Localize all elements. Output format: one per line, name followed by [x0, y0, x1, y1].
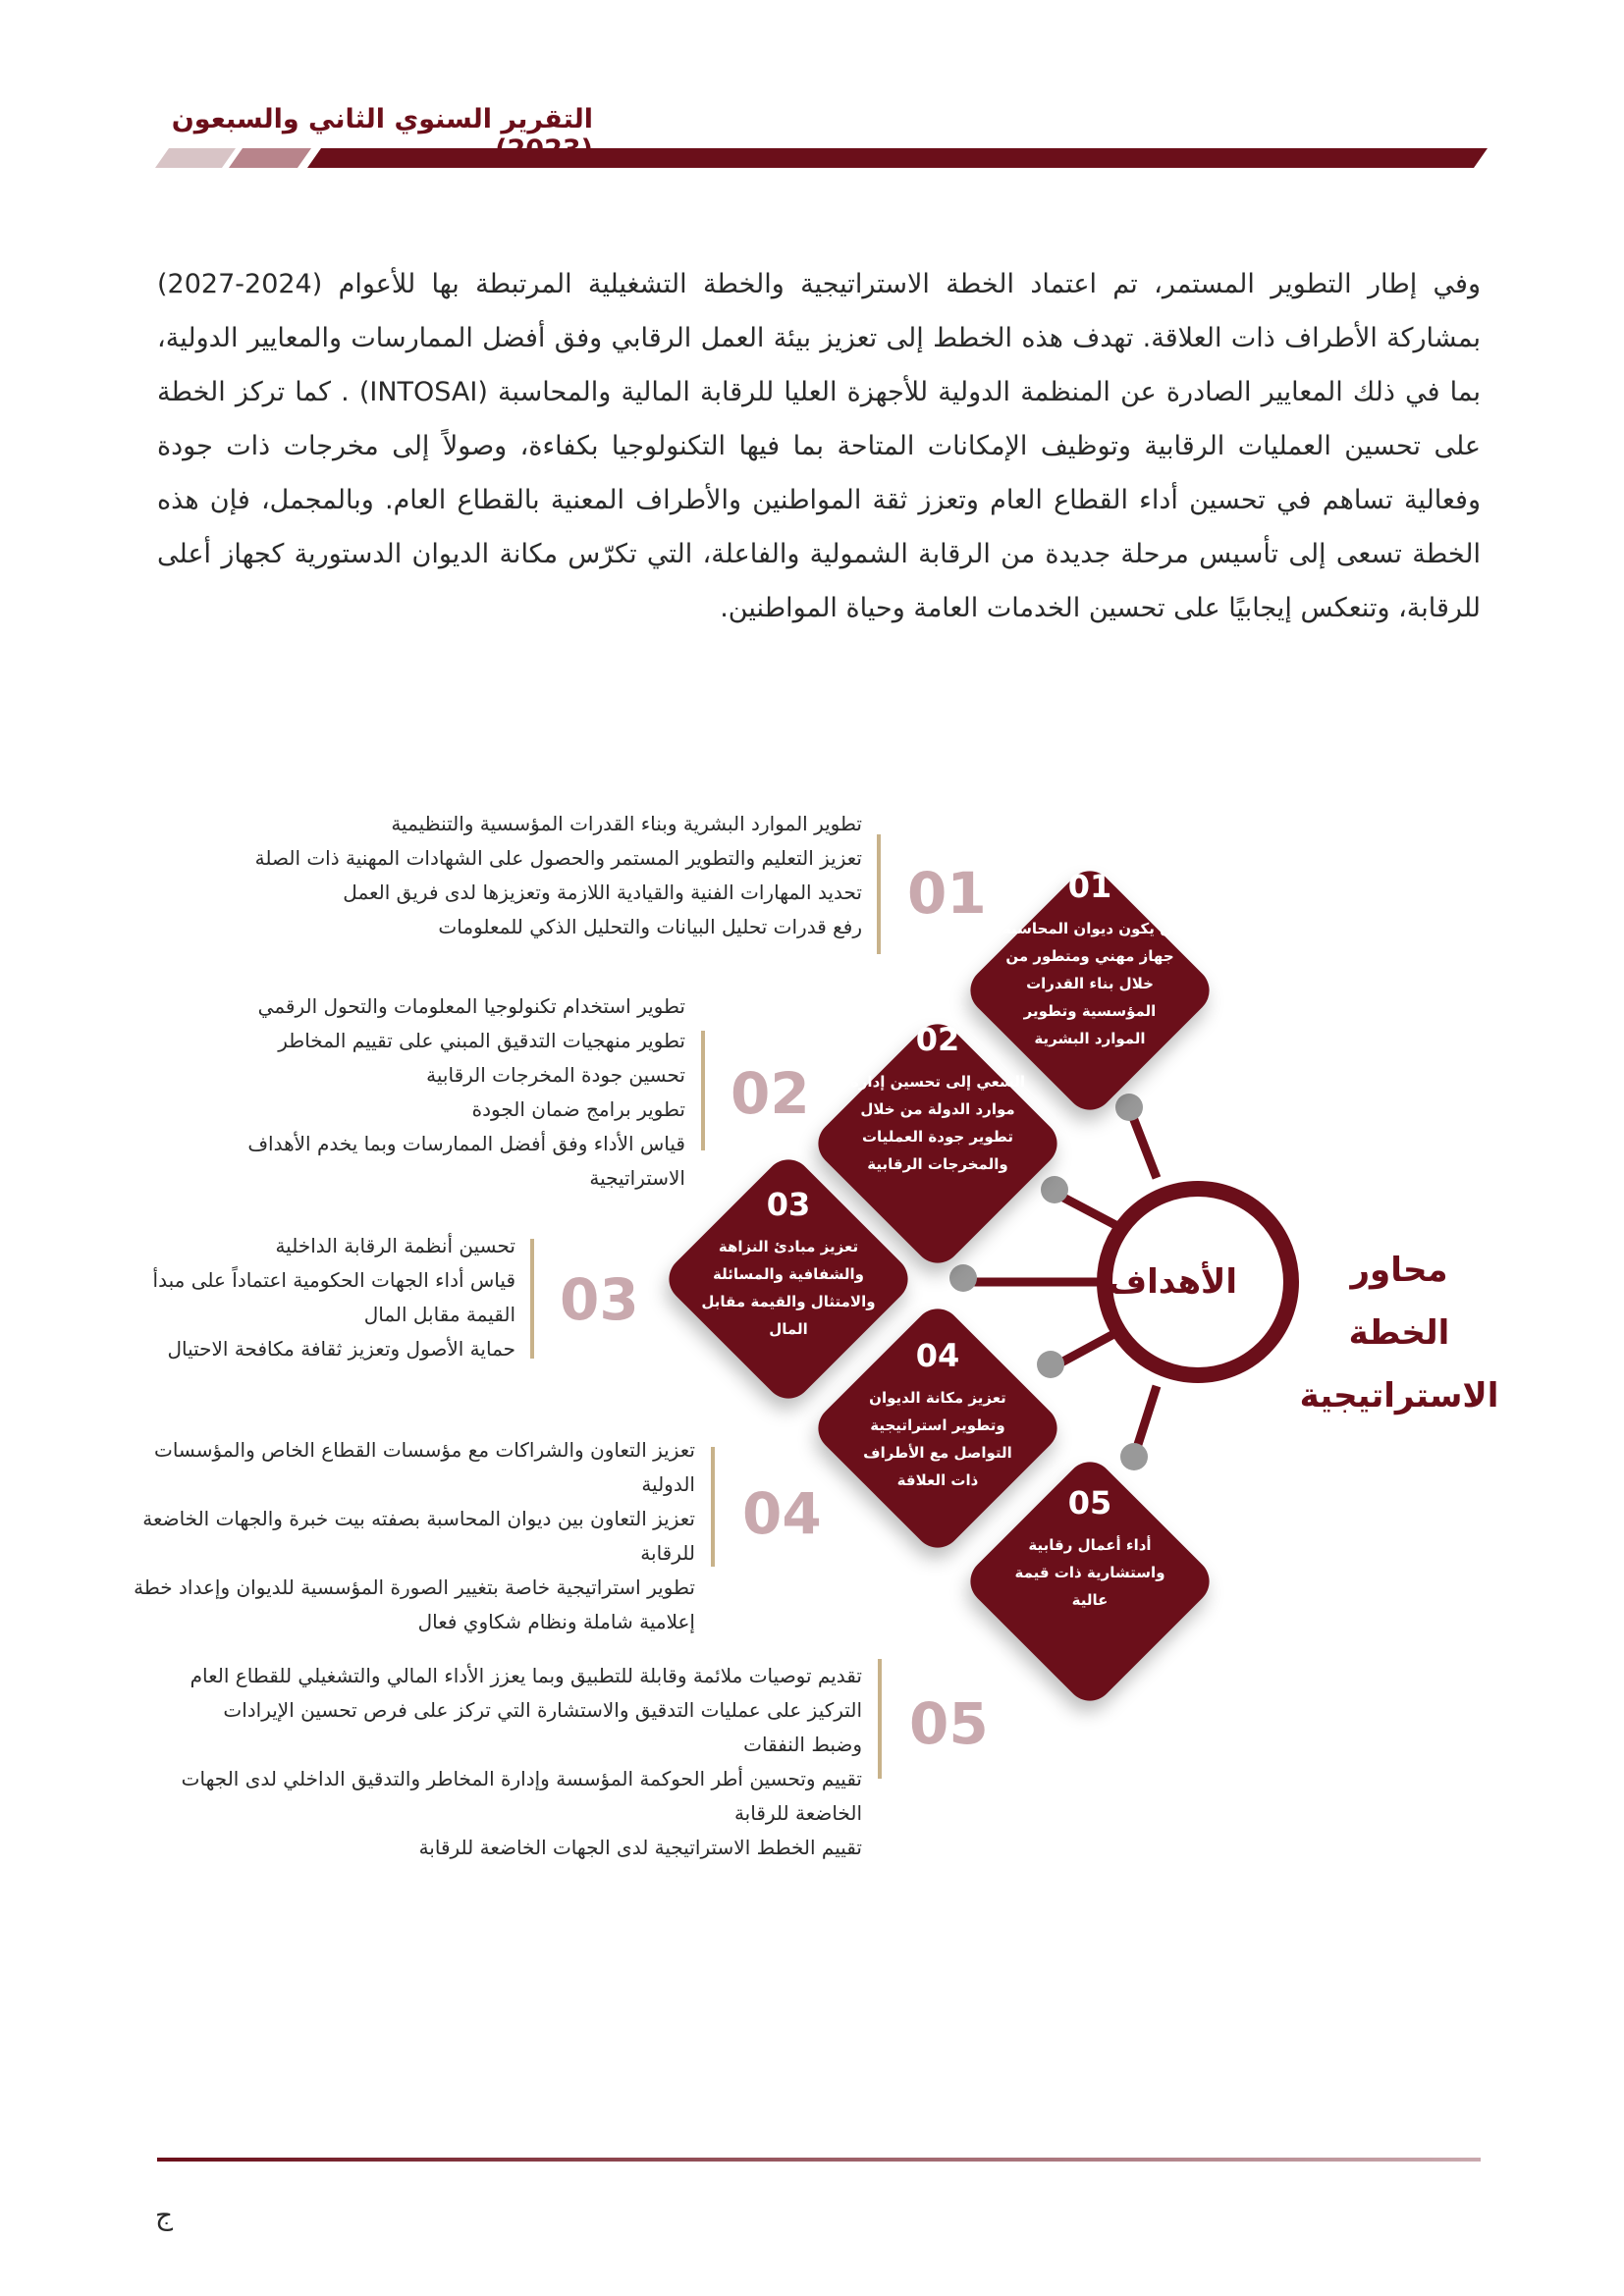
diamond-01-text: أن يكون ديوان المحاسبة جهاز مهني ومتطور من خلال بناء القدرات المؤسسية وتطوير الموارد البشرية [1001, 920, 1178, 1047]
axis-05-item: تقديم توصيات ملائمة وقابلة للتطبيق وبما يعزز الأداء المالي والتشغيلي للقطاع العام [189, 1664, 862, 1687]
diamond-03-content [680, 1186, 896, 1343]
footer-rule [157, 2158, 1481, 2162]
connector-dot-03 [949, 1264, 977, 1292]
axis-01-item: تعزيز التعليم والتطوير المستمر والحصول على الشهادات المهنية ذات الصلة [254, 846, 862, 870]
diamond-02-number: 02 [915, 1021, 960, 1058]
axis-04-items [128, 1433, 695, 1639]
intro-paragraph: وفي إطار التطوير المستمر، تم اعتماد الخطة الاستراتيجية والخطة التشغيلية المرتبطة بها للأعوام (2024-2027) بمشاركة الأطراف ذات العلاقة. تهدف هذه الخطط إلى تعزيز بيئة العمل الرقابي وفق أفضل الممارسات والمعايير الدولية، بما في ذلك المعايير الصادرة عن المنظمة الدولية للأجهزة العليا للرقابة المالية والمحاسبة (INTOSAI) . كما تركز الخطة على تحسين العمليات الرقابية وتوظيف الإمكانات المتاحة بما فيها التكنولوجيا بكفاءة، وصولاً إلى مخرجات ذات جودة وفعالية تساهم في تحسين أداء القطاع العام وتعزز ثقة المواطنين والأطراف المعنية بالقطاع العام. وبالمجمل، فإن هذه الخطة تسعى إلى تأسيس مرحلة جديدة من الرقابة الشمولية والفاعلة، التي تكرّس مكانة الديوان الدستورية كجهاز أعلى للرقابة، وتنعكس إيجابيًا على تحسين الخدمات العامة وحياة المواطنين. [157, 269, 1481, 623]
axis-02-item: تطوير منهجيات التدقيق المبني على تقييم المخاطر [278, 1029, 685, 1052]
connector-dot-02 [1041, 1176, 1068, 1203]
axis-04-item: تعزيز التعاون والشراكات مع مؤسسات القطاع الخاص والمؤسسات الدولية [154, 1438, 695, 1496]
diamond-05-text: أداء أعمال رقابية واستشارية ذات قيمة عالية [1014, 1536, 1165, 1609]
axis-05-item: تقييم وتحسين أطر الحوكمة المؤسسة وإدارة المخاطر والتدقيق الداخلي لدى الجهات الخاضعة للرقابة [181, 1767, 862, 1825]
axis-03-big-number: 03 [560, 1266, 639, 1333]
axis-01-big-number: 01 [907, 860, 987, 927]
axis-05-item: التركيز على عمليات التدقيق والاستشارة التي تركز على فرص تحسين الإيرادات وضبط النفقات [223, 1698, 862, 1756]
axis-01-item: تحديد المهارات الفنية والقيادية اللازمة وتعزيزها لدى فريق العمل [343, 881, 862, 904]
axis-03-item: قياس أداء الجهات الحكومية اعتماداً على مبدأ القيمة مقابل المال [152, 1268, 515, 1326]
diagram-title: محاور الخطة الاستراتيجية [1299, 1251, 1499, 1415]
diamond-02-content [830, 1021, 1046, 1178]
axis-04-rule [711, 1447, 715, 1567]
axis-01-rule [877, 834, 881, 954]
axis-05-rule [878, 1659, 882, 1779]
diamond-03-number: 03 [766, 1186, 811, 1223]
axis-02-item: تحسين جودة المخرجات الرقابية [426, 1063, 685, 1087]
axis-02-items [177, 989, 685, 1196]
diamond-02-text: السعي إلى تحسين إدارة موارد الدولة من خلال تطوير جودة العمليات والمخرجات الرقابية [849, 1073, 1026, 1173]
axis-05-big-number: 05 [909, 1690, 989, 1757]
axis-01-item: تطوير الموارد البشرية وبناء القدرات المؤسسية والتنظيمية [391, 812, 862, 835]
axis-04-big-number: 04 [742, 1480, 822, 1547]
diamond-04-number: 04 [915, 1337, 960, 1374]
axis-03-item: حماية الأصول وتعزيز ثقافة مكافحة الاحتيال [167, 1337, 515, 1361]
axis-05-item: تقييم الخطط الاستراتيجية لدى الجهات الخاضعة للرقابة [418, 1836, 862, 1859]
diamond-03-text: تعزيز مبادئ النزاهة والشفافية والمسائلة والامتثال والقيمة مقابل المال [701, 1238, 876, 1338]
axis-02-rule [701, 1031, 705, 1150]
axis-02-item: قياس الأداء وفق أفضل الممارسات وبما يخدم الأهداف الاستراتيجية [247, 1132, 685, 1190]
axis-04-item: تطوير استراتيجية خاصة بتغيير الصورة المؤسسية للديوان وإعداد خطة إعلامية شاملة ونظام شكاوي فعال [134, 1575, 695, 1633]
diamond-04-content [830, 1337, 1046, 1494]
connector-dot-05 [1120, 1443, 1148, 1470]
diamond-05-content [982, 1484, 1198, 1614]
axis-04-item: تعزيز التعاون بين ديوان المحاسبة بصفته بيت خبرة والجهات الخاضعة للرقابة [142, 1507, 695, 1565]
diamond-04-text: تعزيز مكانة الديوان وتطوير استراتيجية التواصل مع الأطراف ذات العلاقة [863, 1389, 1012, 1489]
goals-center-label: الأهداف [1108, 1262, 1237, 1302]
axis-03-items [137, 1229, 515, 1366]
diamond-01-number: 01 [1067, 868, 1112, 905]
page-number: ج [155, 2199, 174, 2231]
axis-05-items [167, 1659, 862, 1865]
diamond-05-number: 05 [1067, 1484, 1112, 1522]
axis-02-item: تطوير برامج ضمان الجودة [471, 1097, 685, 1121]
report-title-text: التقرير السنوي الثاني والسبعون [171, 104, 593, 134]
connector-dot-01 [1115, 1094, 1143, 1121]
axis-02-big-number: 02 [731, 1060, 810, 1127]
axis-03-rule [530, 1239, 534, 1359]
axis-03-item: تحسين أنظمة الرقابة الداخلية [275, 1234, 515, 1257]
axis-01-item: رفع قدرات تحليل البيانات والتحليل الذكي للمعلومات [438, 915, 862, 938]
axis-02-item: تطوير استخدام تكنولوجيا المعلومات والتحول الرقمي [257, 994, 685, 1018]
axis-01-items [206, 807, 862, 944]
